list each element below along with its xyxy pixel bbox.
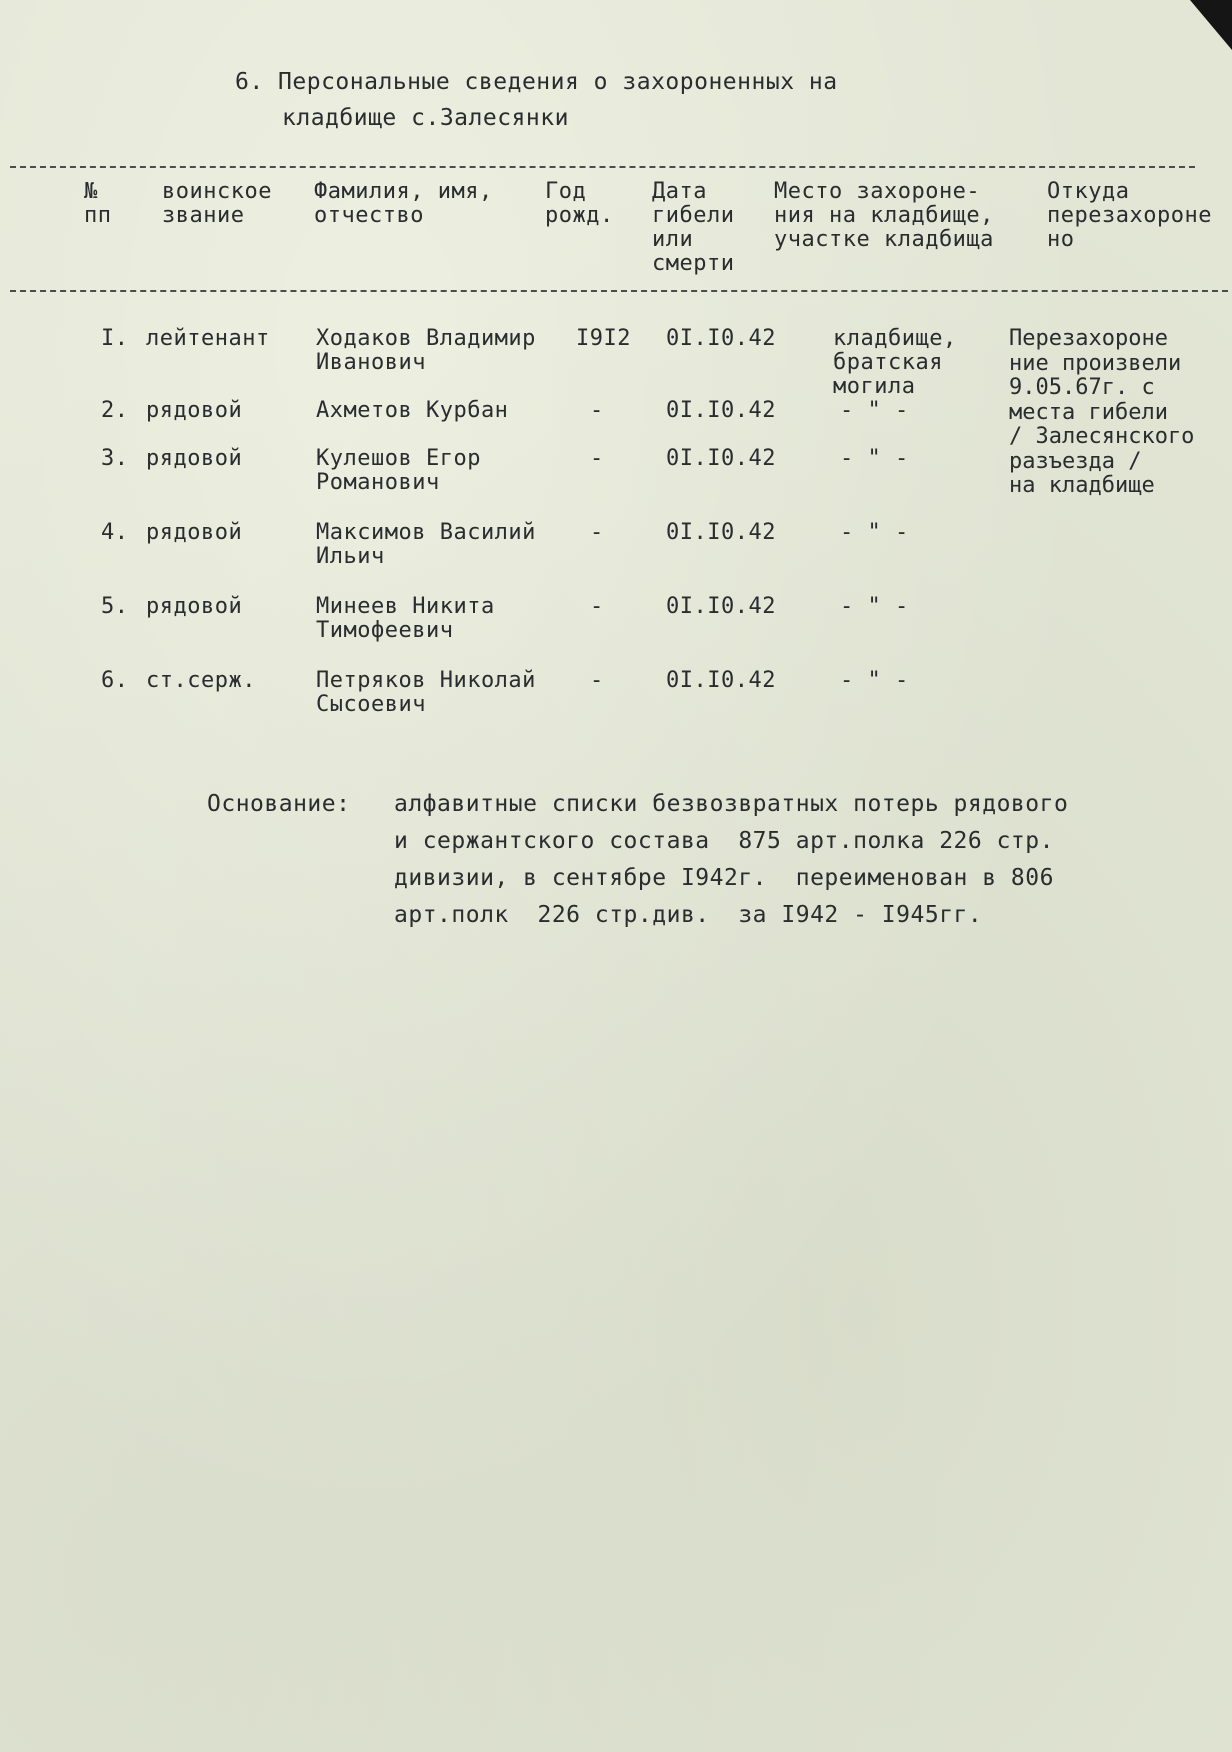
- row2-year: -: [590, 398, 604, 423]
- header-place: Место захороне- ния на кладбище, участке кладбища: [774, 179, 994, 252]
- row3-year: -: [590, 446, 604, 471]
- row4-num: 4.: [101, 520, 129, 545]
- row5-num: 5.: [101, 594, 129, 619]
- row3-num: 3.: [101, 446, 129, 471]
- row5-date: 0I.I0.42: [666, 594, 776, 619]
- row2-date: 0I.I0.42: [666, 398, 776, 423]
- row3-place: - " -: [840, 446, 909, 471]
- row6-name: Петряков Николай Сысоевич: [316, 668, 536, 717]
- header-date: Дата гибели или смерти: [652, 179, 735, 276]
- row1-num: I.: [101, 326, 129, 351]
- row6-num: 6.: [101, 668, 129, 693]
- row1-name: Ходаков Владимир Иванович: [316, 326, 536, 375]
- row3-rank: рядовой: [146, 446, 243, 471]
- reburial-note: Перезахороне ние произвели 9.05.67г. с места гибели / Залесянского разъезда / на кладбище: [1009, 326, 1195, 498]
- header-year: Год рожд.: [545, 179, 614, 228]
- row5-place: - " -: [840, 594, 909, 619]
- basis-text: алфавитные списки безвозвратных потерь рядового и сержантского состава 875 арт.полка 226 стр. дивизии, в сентябре I942г. переименован в 806 арт.полк 226 стр.див. за I942 - I945гг.: [394, 791, 1069, 928]
- row3-name: Кулешов Егор Романович: [316, 446, 481, 495]
- basis-label: Основание:: [207, 791, 351, 817]
- row4-name: Максимов Василий Ильич: [316, 520, 536, 569]
- header-num: № пп: [84, 179, 112, 228]
- row2-name: Ахметов Курбан: [316, 398, 509, 423]
- row1-date: 0I.I0.42: [666, 326, 776, 351]
- header-top-rule: [10, 166, 1195, 168]
- row5-rank: рядовой: [146, 594, 243, 619]
- row4-year: -: [590, 520, 604, 545]
- row6-rank: ст.серж.: [146, 668, 256, 693]
- row4-rank: рядовой: [146, 520, 243, 545]
- section-title-line2: кладбище с.Залесянки: [282, 105, 569, 131]
- row6-year: -: [590, 668, 604, 693]
- row5-name: Минеев Никита Тимофеевич: [316, 594, 495, 643]
- row3-date: 0I.I0.42: [666, 446, 776, 471]
- row2-rank: рядовой: [146, 398, 243, 423]
- header-from: Откуда перезахороне но: [1047, 179, 1212, 252]
- row4-date: 0I.I0.42: [666, 520, 776, 545]
- row4-place: - " -: [840, 520, 909, 545]
- row1-year: I9I2: [576, 326, 631, 351]
- header-name: Фамилия, имя, отчество: [314, 179, 493, 228]
- row1-place: кладбище, братская могила: [833, 326, 957, 399]
- row1-rank: лейтенант: [146, 326, 270, 351]
- row6-date: 0I.I0.42: [666, 668, 776, 693]
- row2-place: - " -: [840, 398, 909, 423]
- row2-num: 2.: [101, 398, 129, 423]
- section-title-line1: 6. Персональные сведения о захороненных на: [235, 69, 838, 95]
- row6-place: - " -: [840, 668, 909, 693]
- row5-year: -: [590, 594, 604, 619]
- torn-corner: [1190, 0, 1232, 50]
- header-bottom-rule: [10, 290, 1228, 292]
- header-rank: воинское звание: [162, 179, 272, 228]
